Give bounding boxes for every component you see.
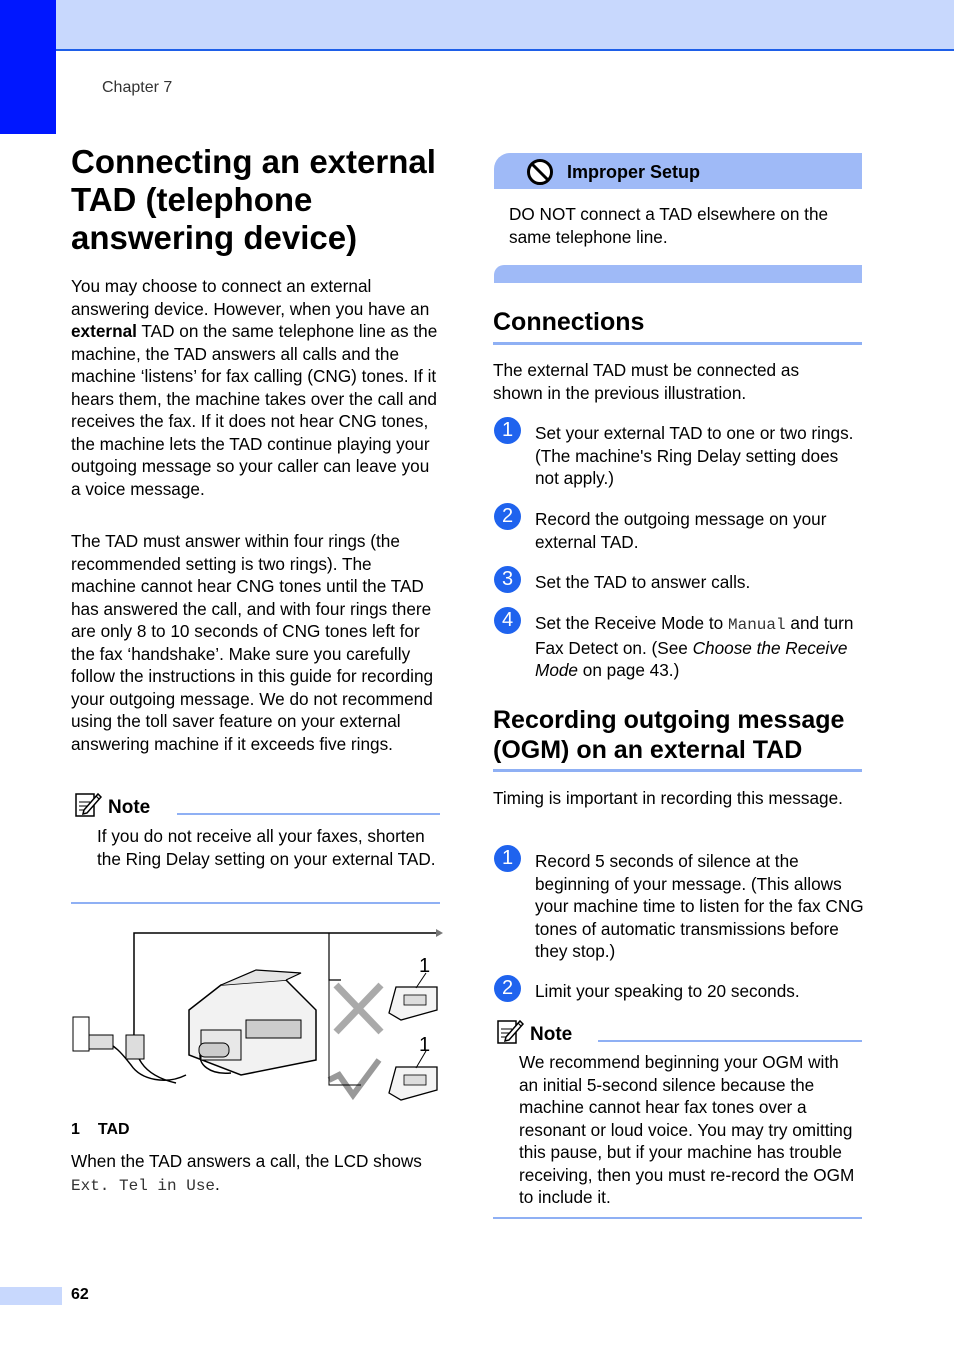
four-rings-paragraph: The TAD must answer within four rings (the recommended setting is two rings). The machine cannot hear CNG tones until the TAD has answered the call, and with four rings there are only 8 to 10 seconds of CNG tones left for the fax ‘handshake’. Make sure you carefully follow the instructions in this guide for recording your outgoing message. We do not recommend using the toll saver feature on your external answering machine if it exceeds five rings. bbox=[71, 531, 434, 754]
recording-rule bbox=[493, 769, 862, 772]
connections-intro: The external TAD must be connected as shown in the previous illustration. bbox=[493, 360, 800, 403]
step-text: Limit your speaking to 20 seconds. bbox=[535, 981, 800, 1001]
chapter-side-tab bbox=[0, 0, 56, 134]
note-rule bbox=[598, 1040, 862, 1042]
figure-label-lower: 1 bbox=[419, 1034, 431, 1056]
figure-caption: 1 TAD bbox=[71, 1121, 130, 1138]
note-text: If you do not receive all your faxes, shorten the Ring Delay setting on your external TAD. bbox=[97, 826, 436, 869]
step-text: Set your external TAD to one or two rings. (The machine's Ring Delay setting does not apply.) bbox=[535, 423, 854, 488]
step-number: 1 bbox=[494, 845, 521, 872]
page-number: 62 bbox=[71, 1286, 89, 1303]
prohibited-icon bbox=[526, 158, 554, 186]
intro-paragraph: You may choose to connect an external answering device. However, when you have an external TAD on the same telephone line as the machine, the TAD answers all calls and the machine ‘listens’ for fax calling (CNG) tones. If it hears them, the machine takes over the call and receives the fax. If it does not hear CNG tones, the machine lets the TAD continue playing your outgoing message so your caller can leave you a voice message. bbox=[71, 276, 438, 499]
step-number: 2 bbox=[494, 503, 521, 530]
step-number: 3 bbox=[494, 566, 521, 593]
connections-rule bbox=[493, 342, 862, 345]
improper-setup-footer-bar bbox=[494, 265, 862, 283]
connections-heading: Connections bbox=[493, 308, 645, 336]
note-icon bbox=[74, 790, 102, 823]
figure-label-upper: 1 bbox=[419, 955, 431, 977]
note-bottom-rule bbox=[493, 1217, 862, 1219]
note-heading: Note bbox=[108, 797, 151, 818]
note-heading: Note bbox=[530, 1024, 573, 1045]
note-icon bbox=[496, 1017, 524, 1050]
header-band bbox=[56, 0, 954, 51]
step-text: Set the TAD to answer calls. bbox=[535, 572, 751, 592]
improper-setup-text: DO NOT connect a TAD elsewhere on the same telephone line. bbox=[509, 204, 829, 247]
recording-intro: Timing is important in recording this message. bbox=[493, 788, 843, 808]
chapter-label: Chapter 7 bbox=[102, 79, 173, 96]
step-text: Record the outgoing message on your external TAD. bbox=[535, 509, 827, 552]
step-number: 1 bbox=[494, 417, 521, 444]
page-number-bar bbox=[0, 1287, 62, 1305]
step-text: Record 5 seconds of silence at the beginning of your message. (This allows your machine time to listen for the fax CNG tones of automatic transmissions before they stop.) bbox=[535, 851, 864, 961]
step-text: Set the Receive Mode to Manual and turn Fax Detect on. (See Choose the Receive Mode on page 43.) bbox=[535, 613, 854, 680]
note-text: We recommend beginning your OGM with an initial 5-second silence because the machine cannot hear fax tones over a resonant or loud voice. You may try omitting this pause, but if your machine has trouble receiving, then you must re-record the OGM to include it. bbox=[519, 1052, 855, 1207]
lcd-paragraph: When the TAD answers a call, the LCD shows Ext. Tel in Use. bbox=[71, 1151, 422, 1195]
page-title: Connecting an external TAD (telephone answering device) bbox=[71, 143, 436, 256]
recording-heading: Recording outgoing message (OGM) on an external TAD bbox=[493, 706, 845, 764]
improper-setup-title: Improper Setup bbox=[567, 162, 701, 182]
tad-connection-illustration bbox=[71, 925, 443, 1115]
note-rule bbox=[177, 813, 440, 815]
step-number: 2 bbox=[494, 975, 521, 1002]
step-number: 4 bbox=[494, 607, 521, 634]
note-bottom-rule bbox=[71, 902, 440, 904]
